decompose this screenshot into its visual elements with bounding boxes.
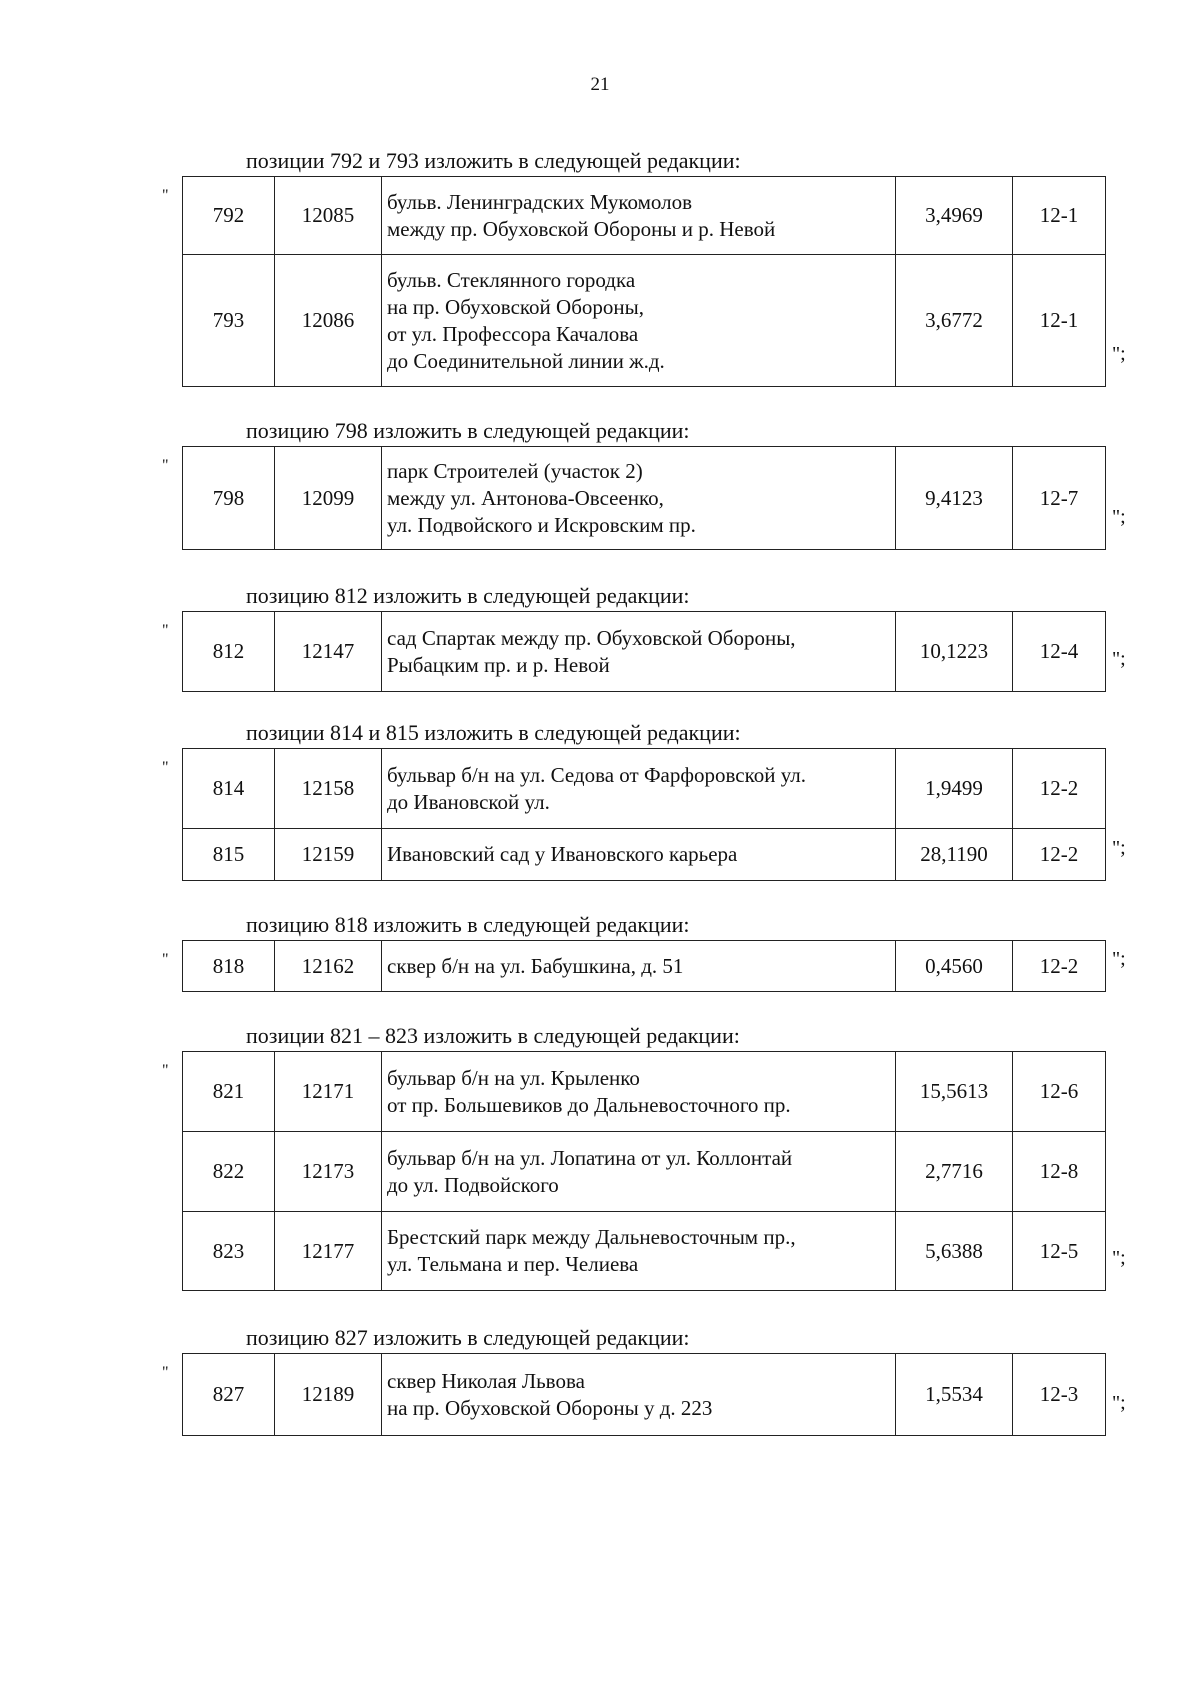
zone-cell: 12-4 xyxy=(1013,612,1106,692)
area-cell: 0,4560 xyxy=(896,941,1013,992)
area-cell: 28,1190 xyxy=(896,829,1013,881)
table-row xyxy=(183,749,1106,829)
description-cell xyxy=(382,1052,896,1132)
zone-cell: 12-2 xyxy=(1013,941,1106,992)
opening-quote: " xyxy=(162,1364,169,1381)
opening-quote: " xyxy=(162,951,169,968)
description-line: бульвар б/н на ул. Лопатина от ул. Коллонтай xyxy=(387,1145,793,1170)
zone-cell: 12-6 xyxy=(1013,1052,1106,1132)
table-row xyxy=(183,1212,1106,1291)
zone-cell: 12-5 xyxy=(1013,1212,1106,1291)
description-line: ул. Тельмана и пер. Челиева xyxy=(387,1252,639,1276)
description-line: бульвар б/н на ул. Седова от Фарфоровской ул. xyxy=(387,762,807,787)
description-cell xyxy=(382,447,896,550)
description-cell xyxy=(382,1212,896,1291)
closing-quote: "; xyxy=(1112,948,1126,970)
section-intro: позицию 798 изложить в следующей редакции: xyxy=(246,418,690,443)
description-cell xyxy=(382,1354,896,1436)
table-row xyxy=(183,255,1106,387)
position-number-cell: 815 xyxy=(183,829,275,881)
description-line: бульвар б/н на ул. Крыленко xyxy=(387,1065,640,1090)
opening-quote: " xyxy=(162,1062,169,1079)
position-number-cell: 823 xyxy=(183,1212,275,1291)
closing-quote: "; xyxy=(1112,837,1126,859)
position-number-cell: 818 xyxy=(183,941,275,992)
object-code-cell: 12173 xyxy=(275,1132,382,1212)
amendment-table xyxy=(182,748,1106,881)
description-cell xyxy=(382,1132,896,1212)
object-code-cell: 12171 xyxy=(275,1052,382,1132)
area-cell: 1,5534 xyxy=(896,1354,1013,1436)
description-line: между ул. Антонова-Овсеенко, xyxy=(387,485,664,510)
opening-quote: " xyxy=(162,759,169,776)
section-intro: позицию 827 изложить в следующей редакции: xyxy=(246,1325,690,1350)
zone-cell: 12-1 xyxy=(1013,255,1106,387)
position-number-cell: 798 xyxy=(183,447,275,550)
description-line: сквер б/н на ул. Бабушкина, д. 51 xyxy=(387,953,684,978)
closing-quote: "; xyxy=(1112,343,1126,365)
zone-cell: 12-3 xyxy=(1013,1354,1106,1436)
amendment-table xyxy=(182,176,1106,387)
page-number: 21 xyxy=(590,74,610,95)
table-row xyxy=(183,447,1106,550)
object-code-cell: 12162 xyxy=(275,941,382,992)
area-cell: 2,7716 xyxy=(896,1132,1013,1212)
object-code-cell: 12099 xyxy=(275,447,382,550)
description-line: сад Спартак между пр. Обуховской Обороны, xyxy=(387,625,796,650)
table-row xyxy=(183,829,1106,881)
table-row xyxy=(183,612,1106,692)
position-number-cell: 792 xyxy=(183,177,275,255)
area-cell: 1,9499 xyxy=(896,749,1013,829)
section-intro: позиции 792 и 793 изложить в следующей редакции: xyxy=(246,148,741,173)
position-number-cell: 827 xyxy=(183,1354,275,1436)
zone-cell: 12-7 xyxy=(1013,447,1106,550)
description-line: от пр. Большевиков до Дальневосточного пр. xyxy=(387,1092,791,1117)
description-line: Брестский парк между Дальневосточным пр., xyxy=(387,1225,796,1249)
object-code-cell: 12086 xyxy=(275,255,382,387)
closing-quote: "; xyxy=(1112,506,1126,528)
zone-cell: 12-2 xyxy=(1013,829,1106,881)
description-line: ул. Подвойского и Искровским пр. xyxy=(387,512,696,537)
closing-quote: "; xyxy=(1112,1247,1126,1269)
description-line: до Ивановской ул. xyxy=(387,789,550,814)
description-cell xyxy=(382,255,896,387)
section-intro: позиции 814 и 815 изложить в следующей редакции: xyxy=(246,720,741,745)
description-cell xyxy=(382,829,896,881)
description-line: бульв. Ленинградских Мукомолов xyxy=(387,189,692,214)
closing-quote: "; xyxy=(1112,648,1126,670)
description-cell xyxy=(382,941,896,992)
area-cell: 9,4123 xyxy=(896,447,1013,550)
section-intro: позицию 812 изложить в следующей редакции: xyxy=(246,583,690,608)
description-line: сквер Николая Львова xyxy=(387,1368,585,1393)
area-cell: 15,5613 xyxy=(896,1052,1013,1132)
area-cell: 10,1223 xyxy=(896,612,1013,692)
object-code-cell: 12158 xyxy=(275,749,382,829)
description-line: до Соединительной линии ж.д. xyxy=(387,348,665,373)
opening-quote: " xyxy=(162,622,169,639)
position-number-cell: 793 xyxy=(183,255,275,387)
area-cell: 3,6772 xyxy=(896,255,1013,387)
description-cell xyxy=(382,749,896,829)
position-number-cell: 822 xyxy=(183,1132,275,1212)
object-code-cell: 12189 xyxy=(275,1354,382,1436)
zone-cell: 12-8 xyxy=(1013,1132,1106,1212)
opening-quote: " xyxy=(162,457,169,474)
description-cell xyxy=(382,177,896,255)
description-line: между пр. Обуховской Обороны и р. Невой xyxy=(387,216,776,241)
table-row xyxy=(183,177,1106,255)
position-number-cell: 821 xyxy=(183,1052,275,1132)
amendment-table xyxy=(182,940,1106,992)
description-line: Ивановский сад у Ивановского карьера xyxy=(387,842,738,866)
description-line: до ул. Подвойского xyxy=(387,1172,559,1197)
description-line: на пр. Обуховской Обороны у д. 223 xyxy=(387,1395,713,1420)
amendment-table xyxy=(182,1353,1106,1436)
amendment-table xyxy=(182,446,1106,550)
area-cell: 5,6388 xyxy=(896,1212,1013,1291)
description-line: парк Строителей (участок 2) xyxy=(387,458,643,483)
description-line: Рыбацким пр. и р. Невой xyxy=(387,652,610,677)
zone-cell: 12-2 xyxy=(1013,749,1106,829)
object-code-cell: 12085 xyxy=(275,177,382,255)
position-number-cell: 814 xyxy=(183,749,275,829)
table-row xyxy=(183,1354,1106,1436)
opening-quote: " xyxy=(162,187,169,204)
amendment-table xyxy=(182,611,1106,692)
description-line: от ул. Профессора Качалова xyxy=(387,321,639,346)
amendment-table xyxy=(182,1051,1106,1291)
object-code-cell: 12147 xyxy=(275,612,382,692)
object-code-cell: 12177 xyxy=(275,1212,382,1291)
description-line: бульв. Стеклянного городка xyxy=(387,267,636,292)
area-cell: 3,4969 xyxy=(896,177,1013,255)
table-row xyxy=(183,1132,1106,1212)
section-intro: позицию 818 изложить в следующей редакции: xyxy=(246,912,690,937)
closing-quote: "; xyxy=(1112,1392,1126,1414)
object-code-cell: 12159 xyxy=(275,829,382,881)
position-number-cell: 812 xyxy=(183,612,275,692)
table-row xyxy=(183,1052,1106,1132)
table-row xyxy=(183,941,1106,992)
description-cell xyxy=(382,612,896,692)
description-line: на пр. Обуховской Обороны, xyxy=(387,294,644,319)
zone-cell: 12-1 xyxy=(1013,177,1106,255)
section-intro: позиции 821 – 823 изложить в следующей редакции: xyxy=(246,1023,740,1048)
